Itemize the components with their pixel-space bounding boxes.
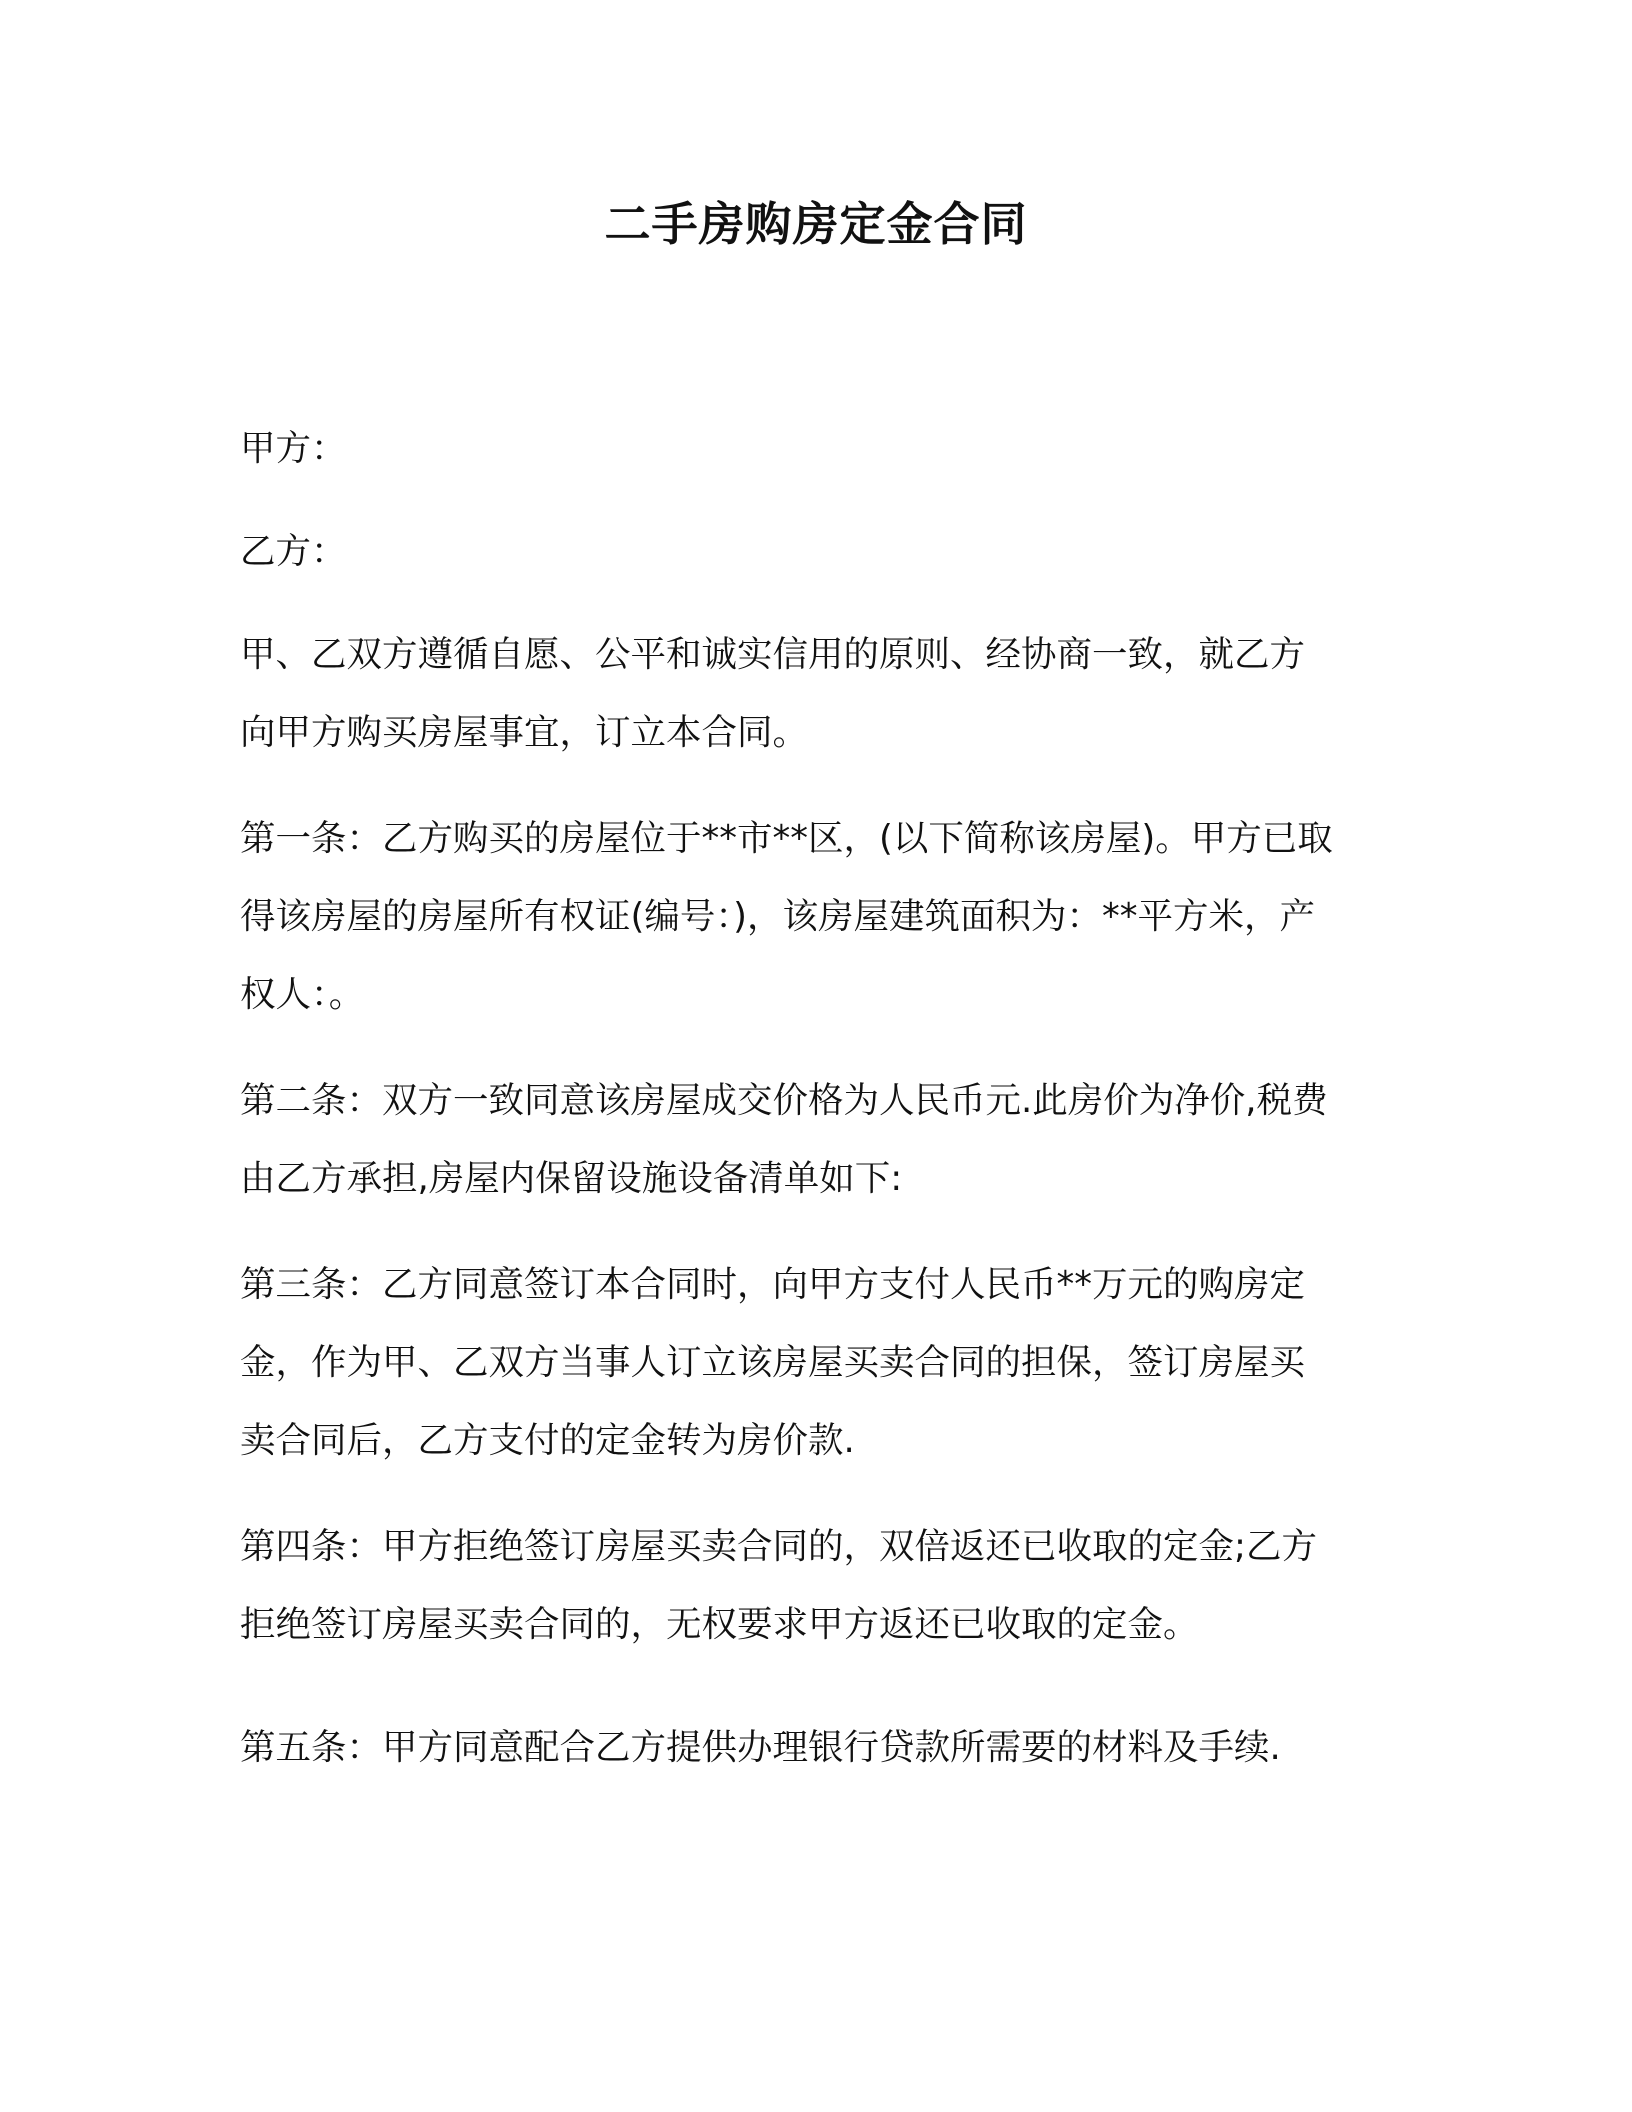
article-1-line: 得该房屋的房屋所有权证(编号：)，该房屋建筑面积为：**平方米，产 bbox=[240, 896, 1315, 937]
article-1-paragraph bbox=[240, 800, 1392, 1034]
article-3-line: 金，作为甲、乙双方当事人订立该房屋买卖合同的担保，签订房屋买 bbox=[240, 1342, 1306, 1383]
article-2-paragraph bbox=[240, 1062, 1392, 1218]
party-a-line bbox=[240, 410, 1392, 488]
article-4-paragraph bbox=[240, 1508, 1392, 1664]
document-title: 二手房购房定金合同 bbox=[604, 197, 1028, 251]
article-5-paragraph bbox=[240, 1709, 1392, 1787]
preamble-line: 甲、乙双方遵循自愿、公平和诚实信用的原则、经协商一致，就乙方 bbox=[240, 634, 1306, 675]
document-body bbox=[240, 410, 1392, 1787]
article-2-line: 第二条：双方一致同意该房屋成交价格为人民币元.此房价为净价,税费 bbox=[240, 1080, 1328, 1121]
article-3-line: 第三条：乙方同意签订本合同时，向甲方支付人民币**万元的购房定 bbox=[240, 1264, 1306, 1305]
article-3-paragraph bbox=[240, 1246, 1392, 1480]
preamble-paragraph bbox=[240, 616, 1392, 772]
article-1-line: 第一条：乙方购买的房屋位于**市**区，(以下简称该房屋)。甲方已取 bbox=[240, 818, 1333, 859]
article-5-line: 第五条：甲方同意配合乙方提供办理银行贷款所需要的材料及手续. bbox=[240, 1727, 1281, 1768]
preamble-line: 向甲方购买房屋事宜，订立本合同。 bbox=[240, 712, 809, 753]
party-b-label: 乙方： bbox=[240, 531, 347, 572]
article-3-line: 卖合同后，乙方支付的定金转为房价款. bbox=[240, 1420, 855, 1461]
article-4-line: 第四条：甲方拒绝签订房屋买卖合同的，双倍返还已收取的定金;乙方 bbox=[240, 1526, 1317, 1567]
party-b-line bbox=[240, 513, 1392, 591]
article-2-line: 由乙方承担,房屋内保留设施设备清单如下: bbox=[240, 1158, 903, 1199]
article-1-line: 权人：。 bbox=[240, 974, 365, 1015]
article-4-line: 拒绝签订房屋买卖合同的，无权要求甲方返还已收取的定金。 bbox=[240, 1604, 1199, 1645]
party-a-label: 甲方： bbox=[240, 428, 347, 469]
